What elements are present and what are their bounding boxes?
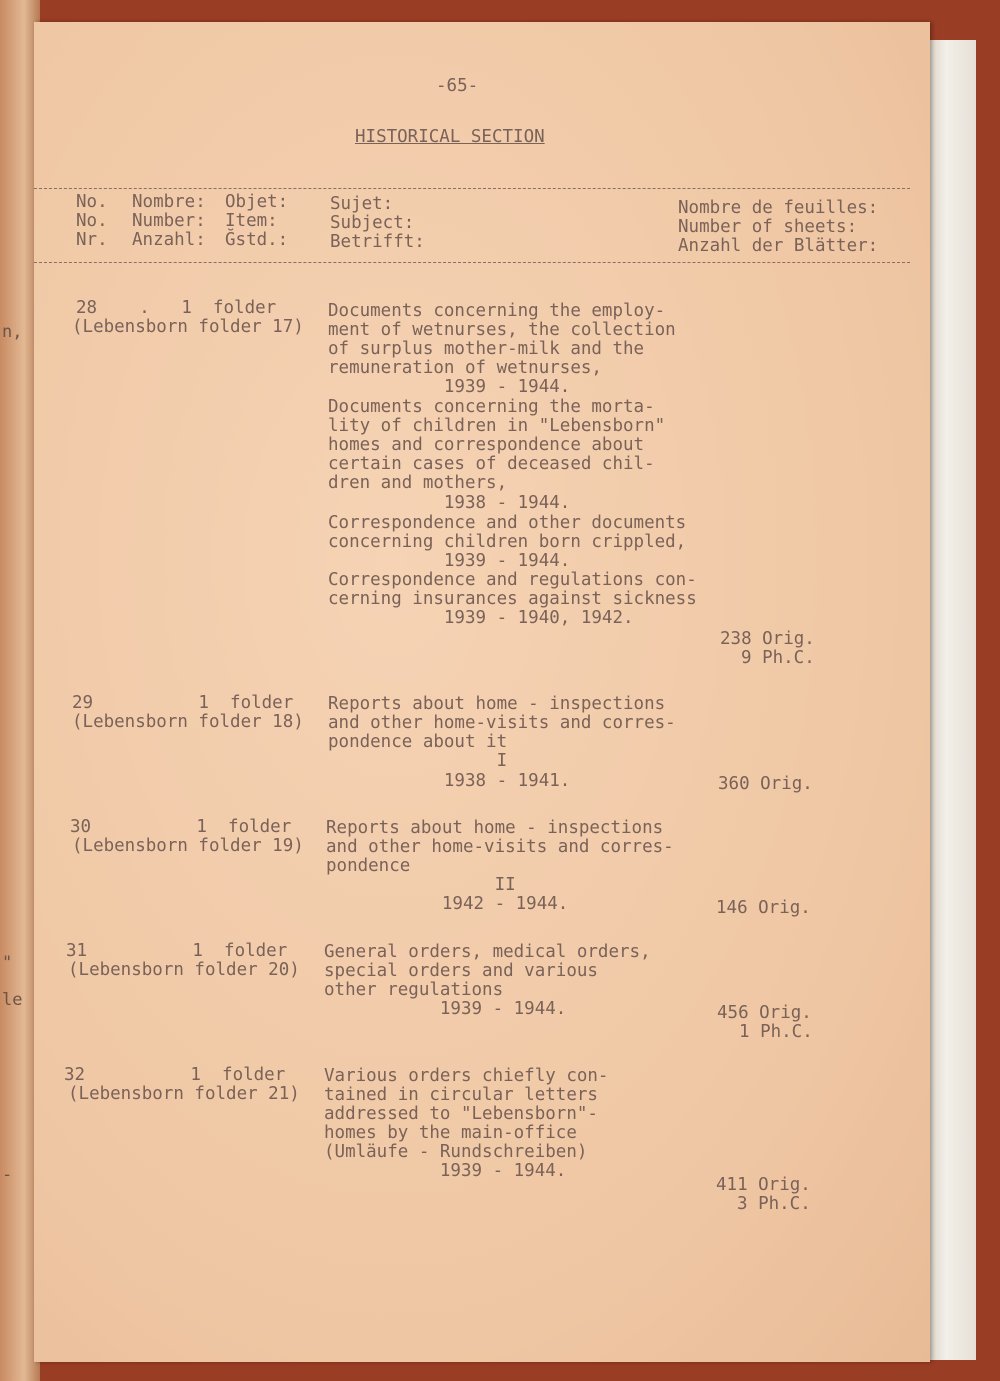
subject-date: 1939 - 1940, 1942. [328, 608, 634, 628]
adjacent-page-fragment: " [2, 953, 13, 973]
subject-line: Correspondence and regulations con- [328, 570, 697, 590]
subject-line: concerning children born crippled, [328, 532, 687, 552]
header-sheets-1: Nombre de feuilles: [678, 198, 879, 218]
entry-number-line: 28 . 1 folder [76, 298, 277, 318]
header-top-rule [34, 188, 910, 189]
section-title: HISTORICAL SECTION [355, 127, 545, 147]
header-bottom-rule [34, 262, 910, 263]
sheet-count: 238 Orig. [720, 629, 815, 649]
subject-line: Documents concerning the morta- [328, 397, 655, 417]
header-no-1: No. [76, 192, 108, 212]
entry-folder-label: (Lebensborn folder 21) [68, 1084, 300, 1104]
sheet-count: 146 Orig. [716, 898, 811, 918]
adjacent-page-fragment: le [2, 990, 23, 1010]
subject-line: certain cases of deceased chil- [328, 454, 655, 474]
subject-line: pondence about it [328, 732, 508, 752]
subject-line: tained in circular letters [324, 1085, 598, 1105]
page-number: -65- [436, 76, 479, 96]
header-subject-3: Betrifft: [330, 232, 425, 252]
subject-volume: I [328, 751, 508, 771]
subject-date: 1938 - 1944. [328, 493, 571, 513]
entry-folder-label: (Lebensborn folder 20) [68, 960, 300, 980]
subject-date: 1939 - 1944. [324, 1161, 567, 1181]
subject-date: 1938 - 1941. [328, 771, 571, 791]
subject-line: homes and correspondence about [328, 435, 645, 455]
subject-line: addressed to "Lebensborn"- [324, 1104, 598, 1124]
header-number-1: Nombre: [132, 192, 206, 212]
subject-line: Reports about home - inspections [326, 818, 664, 838]
header-no-3: Nr. [76, 230, 108, 250]
sheet-count: 360 Orig. [718, 774, 813, 794]
header-subject-1: Sujet: [330, 194, 394, 214]
subject-line: Correspondence and other documents [328, 513, 687, 533]
subject-line: (Umläufe - Rundschreiben) [324, 1142, 588, 1162]
adjacent-page-fragment: n, [2, 322, 23, 342]
header-number-2: Number: [132, 211, 206, 231]
sheet-count: 3 Ph.C. [737, 1194, 811, 1214]
subject-line: of surplus mother-milk and the [328, 339, 645, 359]
subject-line: Various orders chiefly con- [324, 1066, 609, 1086]
adjacent-page-fragment: - [2, 1165, 13, 1185]
subject-line: ment of wetnurses, the collection [328, 320, 676, 340]
subject-date: 1939 - 1944. [324, 999, 567, 1019]
subject-date: 1942 - 1944. [326, 894, 569, 914]
entry-number-line: 31 1 folder [66, 941, 288, 961]
subject-volume: II [326, 875, 516, 895]
entry-folder-label: (Lebensborn folder 18) [72, 712, 304, 732]
subject-line: dren and mothers, [328, 473, 508, 493]
subject-line: lity of children in "Lebensborn" [328, 416, 666, 436]
header-no-2: No. [76, 211, 108, 231]
entry-number-line: 30 1 folder [70, 817, 292, 837]
subject-line: cerning insurances against sickness [328, 589, 697, 609]
header-sheets-3: Anzahl der Blätter: [678, 236, 879, 256]
sheet-count: 9 Ph.C. [741, 648, 815, 668]
subject-line: Documents concerning the employ- [328, 301, 666, 321]
subject-line: other regulations [324, 980, 504, 1000]
entry-folder-label: (Lebensborn folder 19) [72, 836, 304, 856]
entry-number-line: 29 1 folder [72, 693, 294, 713]
subject-line: special orders and various [324, 961, 598, 981]
subject-date: 1939 - 1944. [328, 377, 571, 397]
header-sheets-2: Number of sheets: [678, 217, 858, 237]
subject-line: General orders, medical orders, [324, 942, 651, 962]
sheet-count: 456 Orig. [717, 1003, 812, 1023]
subject-line: Reports about home - inspections [328, 694, 666, 714]
header-item-1: Objet: [225, 192, 289, 212]
entry-folder-label: (Lebensborn folder 17) [72, 317, 304, 337]
subject-line: pondence [326, 856, 411, 876]
header-item-2: Item: [225, 211, 278, 231]
subject-line: and other home-visits and corres- [328, 713, 676, 733]
sheet-count: 1 Ph.C. [739, 1022, 813, 1042]
subject-date: 1939 - 1944. [328, 551, 571, 571]
sheet-count: 411 Orig. [716, 1175, 811, 1195]
subject-line: remuneration of wetnurses, [328, 358, 602, 378]
paper-stack-edge [926, 40, 976, 1360]
entry-number-line: 32 1 folder [64, 1065, 286, 1085]
subject-line: and other home-visits and corres- [326, 837, 674, 857]
header-number-3: Anzahl: [132, 230, 206, 250]
subject-line: homes by the main-office [324, 1123, 577, 1143]
header-subject-2: Subject: [330, 213, 415, 233]
header-item-3: Ğstd.: [225, 230, 289, 250]
document-page [34, 22, 930, 1362]
